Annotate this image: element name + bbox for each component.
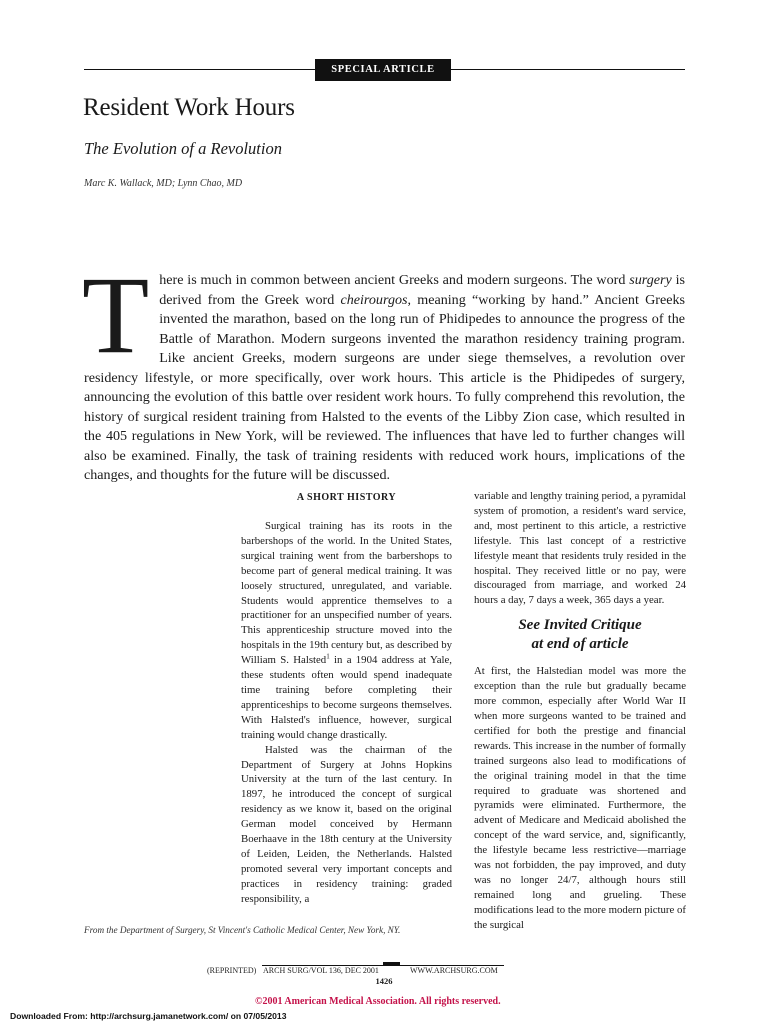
page-number: 1426 — [375, 976, 393, 986]
intro-text-2: is derived from the Greek word — [159, 272, 685, 308]
right-column — [474, 489, 686, 933]
critique-line-1: See Invited Critique — [518, 617, 642, 634]
intro-text-1: here is much in common between ancient Greeks and modern surgeons. The word — [159, 272, 630, 288]
footer-journal: ARCH SURG/VOL 136, DEC 2001 — [263, 966, 379, 975]
article-title: Resident Work Hours — [83, 94, 295, 121]
affiliation-footnote: From the Department of Surgery, St Vincent's Catholic Medical Center, New York, NY. — [84, 925, 401, 935]
history-para-1-text: Surgical training has its roots in the barbershops of the world. In the United States, surgical training went from the barbershops to become part of general medical training. It was loosely structured, unregulated, and variable. Students would apprentice themselves to a practitioner for an unspecified number of years. This apprenticeship structure moved into the hospitals in the 19th century but, as described by William S. Halsted — [241, 520, 452, 667]
intro-italic-cheirourgos: cheirourgos — [340, 291, 408, 308]
copyright-notice: ©2001 American Medical Association. All rights reserved. — [255, 996, 501, 1007]
critique-line-2: at end of article — [531, 636, 629, 653]
invited-critique-note — [474, 616, 686, 654]
middle-column — [241, 519, 452, 907]
section-heading-short-history: A SHORT HISTORY — [296, 492, 397, 503]
article-subtitle: The Evolution of a Revolution — [84, 139, 282, 158]
citation-superscript: 1 — [326, 652, 330, 661]
history-para-1-end: in a 1904 address at Yale, these students often would spend inadequate time training before completing their apprenticeships to become surgeons themselves. With Halsted's influence, however, surgical training would change drastically. — [241, 654, 452, 741]
history-paragraph-2: Halsted was the chairman of the Department of Surgery at Johns Hopkins University at the turn of the last century. In 1897, he introduced the concept of surgical residency as we know it, based on the original German model conceived by Hermann Boerhaave in the 18th century at the University of Leiden, Leiden, the Netherlands. Halsted promoted several very important concepts and practices in residency training: graded responsibility, a — [241, 743, 452, 905]
footer-page-marker — [383, 962, 400, 966]
drop-cap: T — [82, 254, 150, 376]
history-paragraph-1 — [241, 519, 452, 743]
article-type-badge: SPECIAL ARTICLE — [315, 59, 451, 81]
article-authors: Marc K. Wallack, MD; Lynn Chao, MD — [84, 178, 243, 189]
intro-text-3: , meaning “working by hand.” Ancient Greeks invented the marathon, based on the long run of Phidipedes to announce the progress of the Battle of Marathon. Modern surgeons invented the marathon residency training program. Like ancient Greeks, modern surgeons are under siege themselves, a revolution over residency lifestyle, or more specifically, over work hours. This article is the Phidipedes of surgery, announcing the evolution of this battle over resident work hours. To fully comprehend this revolution, the history of surgical resident training from Halsted to the events of the Libby Zion case, which resulted in the 405 regulations in New York, will be reviewed. The influences that have led to further changes will also be examined. Finally, the task of training residents with reduced work hours, implications of the changes, and thoughts for the future will be discussed. — [84, 291, 685, 483]
right-paragraph-1: variable and lengthy training period, a pyramidal system of promotion, a resident's ward service, and, most pertinent to this article, a restrictive lifestyle. This last concept of a restrictive lifestyle meant that residents truly resided in the hospital. They received little or no pay, were discouraged from marriage, and worked 24 hours a day, 7 days a week, 365 days a year. — [474, 490, 686, 607]
footer-website: WWW.ARCHSURG.COM — [410, 966, 498, 975]
intro-italic-surgery: surgery — [629, 272, 672, 288]
download-notice: Downloaded From: http://archsurg.jamanetwork.com/ on 07/05/2013 — [10, 1011, 287, 1021]
intro-paragraph — [82, 254, 685, 486]
footer-reprinted: (REPRINTED) — [207, 966, 257, 975]
right-paragraph-2: At first, the Halstedian model was more the exception than the rule but gradually became more common, especially after World War II when more surgeons wanted to be trained and certified for both the prestige and financial rewards. This increase in the number of formally trained surgeons also lead to modifications of the original training model in that the time required to graduate was shortened and pyramids were eliminated. Furthermore, the advent of Medicare and Medicaid abolished the concept of the ward service, and, significantly, the lifestyle became less restrictive—marriage was not forbidden, the pay improved, and duty was no longer 24/7, although hours still remained long and grueling. These modifications lead to the more modern picture of the surgical — [474, 665, 686, 931]
